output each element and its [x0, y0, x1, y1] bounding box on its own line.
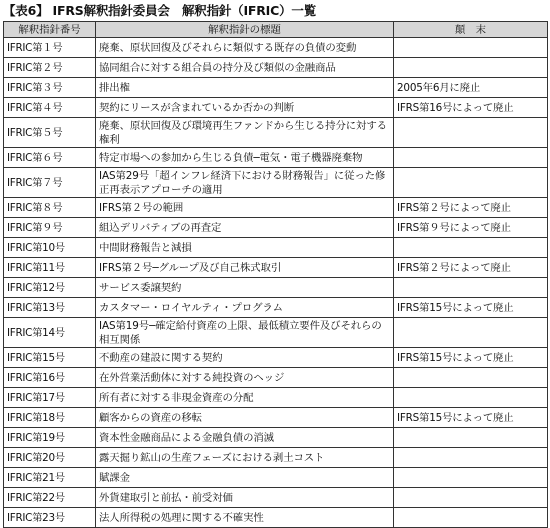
interpretation-title: IFRS第２号─グループ及び自己株式取引 — [96, 258, 394, 278]
interpretation-number: IFRIC第11号 — [4, 258, 96, 278]
interpretation-number: IFRIC第７号 — [4, 168, 96, 198]
interpretation-status — [394, 38, 548, 58]
table-row — [4, 218, 548, 238]
column-header-status: 顛 末 — [394, 22, 548, 38]
column-header-number: 解釈指針番号 — [4, 22, 96, 38]
interpretation-number: IFRIC第３号 — [4, 78, 96, 98]
interpretation-title: 資本性金融商品による金融負債の消滅 — [96, 428, 394, 448]
interpretation-status: IFRS第15号によって廃止 — [394, 408, 548, 428]
interpretation-status — [394, 508, 548, 528]
interpretation-number: IFRIC第８号 — [4, 198, 96, 218]
interpretation-status — [394, 318, 548, 348]
ifric-table — [3, 21, 548, 528]
interpretation-status — [394, 238, 548, 258]
interpretation-number: IFRIC第15号 — [4, 348, 96, 368]
table-row — [4, 168, 548, 198]
interpretation-number: IFRIC第５号 — [4, 118, 96, 148]
interpretation-status — [394, 368, 548, 388]
interpretation-title: 外貨建取引と前払・前受対価 — [96, 488, 394, 508]
interpretation-title: IFRS第２号の範囲 — [96, 198, 394, 218]
interpretation-title: 特定市場への参加から生じる負債─電気・電子機器廃棄物 — [96, 148, 394, 168]
interpretation-number: IFRIC第21号 — [4, 468, 96, 488]
interpretation-number: IFRIC第１号 — [4, 38, 96, 58]
interpretation-title: 所有者に対する非現金資産の分配 — [96, 388, 394, 408]
column-header-title: 解釈指針の標題 — [96, 22, 394, 38]
table-row — [4, 348, 548, 368]
interpretation-status: IFRS第２号によって廃止 — [394, 258, 548, 278]
interpretation-status — [394, 278, 548, 298]
interpretation-status: IFRS第16号によって廃止 — [394, 98, 548, 118]
interpretation-status — [394, 448, 548, 468]
table-row — [4, 118, 548, 148]
interpretation-title: 協同組合に対する組合員の持分及び類似の金融商品 — [96, 58, 394, 78]
interpretation-status: IFRS第15号によって廃止 — [394, 348, 548, 368]
table-row — [4, 508, 548, 528]
table-row — [4, 58, 548, 78]
table-row — [4, 428, 548, 448]
table-row — [4, 468, 548, 488]
table-row — [4, 448, 548, 468]
interpretation-status — [394, 488, 548, 508]
interpretation-title: 契約にリースが含まれているか否かの判断 — [96, 98, 394, 118]
interpretation-number: IFRIC第18号 — [4, 408, 96, 428]
table-row — [4, 278, 548, 298]
interpretation-title: 不動産の建設に関する契約 — [96, 348, 394, 368]
interpretation-number: IFRIC第４号 — [4, 98, 96, 118]
interpretation-title: 組込デリバティブの再査定 — [96, 218, 394, 238]
table-row — [4, 258, 548, 278]
interpretation-title: 排出権 — [96, 78, 394, 98]
interpretation-title: カスタマー・ロイヤルティ・プログラム — [96, 298, 394, 318]
table-row — [4, 98, 548, 118]
interpretation-number: IFRIC第20号 — [4, 448, 96, 468]
table-row — [4, 78, 548, 98]
table-row — [4, 488, 548, 508]
interpretation-title: サービス委譲契約 — [96, 278, 394, 298]
interpretation-title: 賦課金 — [96, 468, 394, 488]
interpretation-title: 在外営業活動体に対する純投資のヘッジ — [96, 368, 394, 388]
interpretation-title: 法人所得税の処理に関する不確実性 — [96, 508, 394, 528]
interpretation-title: 廃棄、原状回復及び環境再生ファンドから生じる持分に対する権利 — [96, 118, 394, 148]
interpretation-number: IFRIC第19号 — [4, 428, 96, 448]
interpretation-number: IFRIC第９号 — [4, 218, 96, 238]
table-row — [4, 368, 548, 388]
interpretation-status: 2005年6月に廃止 — [394, 78, 548, 98]
interpretation-status — [394, 468, 548, 488]
table-caption: 【表6】 IFRS解釈指針委員会 解釈指針（IFRIC）一覧 — [3, 3, 317, 18]
interpretation-number: IFRIC第６号 — [4, 148, 96, 168]
interpretation-status: IFRS第15号によって廃止 — [394, 298, 548, 318]
table-row — [4, 318, 548, 348]
table-row — [4, 388, 548, 408]
interpretation-title: 中間財務報告と減損 — [96, 238, 394, 258]
interpretation-number: IFRIC第10号 — [4, 238, 96, 258]
interpretation-number: IFRIC第22号 — [4, 488, 96, 508]
interpretation-status — [394, 168, 548, 198]
interpretation-status: IFRS第９号によって廃止 — [394, 218, 548, 238]
interpretation-status — [394, 118, 548, 148]
interpretation-status — [394, 388, 548, 408]
table-row — [4, 408, 548, 428]
interpretation-title: 顧客からの資産の移転 — [96, 408, 394, 428]
interpretation-status — [394, 58, 548, 78]
interpretation-title: IAS第29号「超インフレ経済下における財務報告」に従った修正再表示アプローチの適用 — [96, 168, 394, 198]
interpretation-title: 廃棄、原状回復及びそれらに類似する既存の負債の変動 — [96, 38, 394, 58]
table-row — [4, 298, 548, 318]
interpretation-number: IFRIC第23号 — [4, 508, 96, 528]
table-row — [4, 38, 548, 58]
table-header-row — [4, 22, 548, 38]
interpretation-number: IFRIC第12号 — [4, 278, 96, 298]
table-row — [4, 238, 548, 258]
interpretation-number: IFRIC第２号 — [4, 58, 96, 78]
interpretation-title: 露天掘り鉱山の生産フェーズにおける剥土コスト — [96, 448, 394, 468]
interpretation-number: IFRIC第17号 — [4, 388, 96, 408]
interpretation-title: IAS第19号─確定給付資産の上限、最低積立要件及びそれらの相互関係 — [96, 318, 394, 348]
interpretation-status — [394, 428, 548, 448]
interpretation-status — [394, 148, 548, 168]
interpretation-number: IFRIC第13号 — [4, 298, 96, 318]
interpretation-status: IFRS第２号によって廃止 — [394, 198, 548, 218]
table-row — [4, 198, 548, 218]
table-row — [4, 148, 548, 168]
interpretation-number: IFRIC第16号 — [4, 368, 96, 388]
interpretation-number: IFRIC第14号 — [4, 318, 96, 348]
